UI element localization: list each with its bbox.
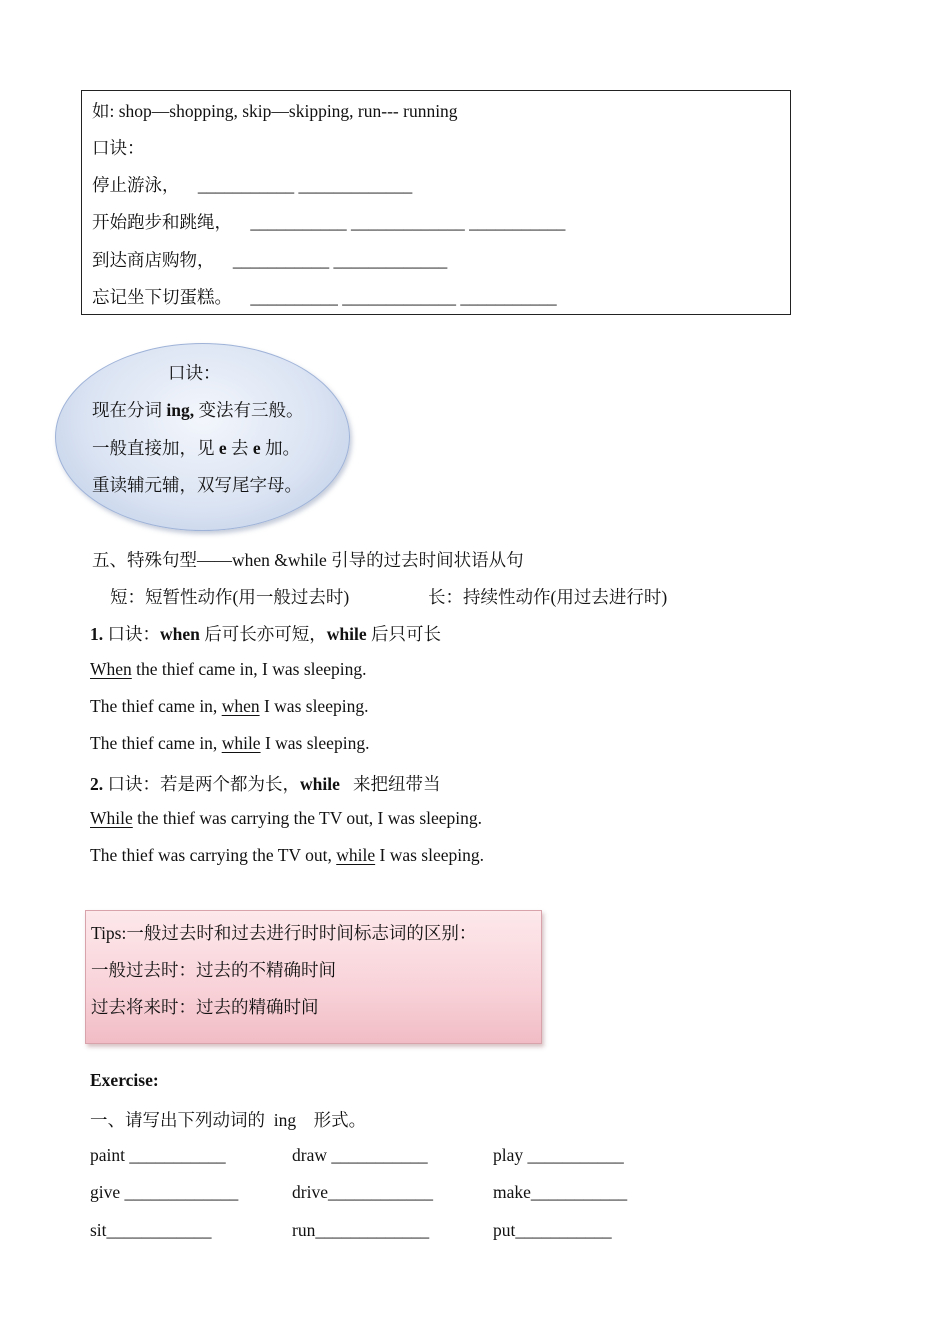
answer-blanks: ___________ _____________: [232, 250, 448, 270]
mnemonic-text: 停止游泳，: [92, 175, 180, 195]
rule-text: 口诀：若是两个都为长，: [103, 774, 300, 794]
example-sentence-3: [90, 733, 369, 754]
rule-text: 来把纽带当: [339, 774, 441, 794]
rule-keyword: when: [160, 624, 200, 644]
rule-text: 口诀：: [103, 624, 160, 644]
rule-text: 后只可长: [366, 624, 441, 644]
mnemonic-text: 开始跑步和跳绳，: [92, 212, 232, 232]
exercise-item-give: give _____________: [90, 1182, 239, 1202]
oval-bold: e: [252, 438, 261, 458]
example-sentence-1: [90, 659, 367, 680]
long-action-note: 长：持续性动作(用过去进行时): [428, 587, 668, 607]
example-sentence-4: [90, 808, 482, 829]
rule-keyword: while: [300, 774, 340, 794]
oval-bold: e: [218, 438, 227, 458]
sentence-text: The thief was carrying the TV out,: [90, 845, 337, 865]
oval-text: 一般直接加，见: [92, 438, 219, 458]
mnemonic-line-1: [92, 172, 412, 197]
rule-number: 2.: [90, 774, 104, 794]
oval-text: 加。: [260, 438, 301, 458]
exercise-item-run: run_____________: [292, 1220, 430, 1240]
oval-text: 去: [226, 438, 253, 458]
oval-line-2: [92, 435, 300, 460]
answer-blanks: __________ _____________ ___________: [250, 287, 557, 307]
tips-line-1: Tips:一般过去时和过去进行时时间标志词的区别：: [91, 923, 477, 943]
example-sentence-5: [90, 845, 484, 866]
example-sentence-2: [90, 696, 368, 717]
underlined-word: when: [221, 696, 260, 716]
sentence-text: The thief came in,: [90, 733, 222, 753]
mnemonic-label: 口诀：: [92, 138, 145, 158]
oval-line-3: 重读辅元辅，双写尾字母。: [92, 475, 302, 495]
exercise-title: Exercise:: [90, 1070, 159, 1090]
sentence-text: the thief was carrying the TV out, I was sleeping.: [132, 808, 483, 828]
sentence-text: I was sleeping.: [260, 733, 370, 753]
answer-blanks: ___________ _____________: [197, 175, 413, 195]
mnemonic-text: 忘记坐下切蛋糕。: [92, 287, 232, 307]
rule-text: 后可长亦可短，: [199, 624, 327, 644]
tips-line-3: 过去将来时：过去的精确时间: [91, 997, 319, 1017]
oval-text: 变法有三般。: [194, 400, 304, 420]
exercise-item-sit: sit____________: [90, 1220, 212, 1240]
underlined-word: When: [90, 659, 132, 679]
mnemonic-line-3: [92, 247, 447, 272]
oval-text: 现在分词: [92, 400, 167, 420]
exercise-item-draw: draw ___________: [292, 1145, 428, 1165]
short-action-note: 短：短暂性动作(用一般过去时): [110, 587, 350, 607]
answer-blanks: ___________ _____________ ___________: [250, 212, 566, 232]
exercise-instruction: 一、请写出下列动词的 ing 形式。: [90, 1110, 367, 1130]
section-heading: 五、特殊句型——when &while 引导的过去时间状语从句: [92, 550, 524, 570]
mnemonic-line-2: [92, 209, 565, 234]
oval-line-1: [92, 397, 303, 422]
tips-line-2: 一般过去时：过去的不精确时间: [91, 960, 336, 980]
exercise-item-put: put___________: [493, 1220, 612, 1240]
example-line: 如: shop—shopping, skip—skipping, run--- running: [92, 101, 458, 121]
oval-title: 口诀：: [168, 363, 221, 383]
sentence-text: The thief came in,: [90, 696, 222, 716]
mnemonic-line-4: [92, 284, 557, 309]
exercise-item-play: play ___________: [493, 1145, 624, 1165]
oval-bold: ing,: [166, 400, 195, 420]
sentence-text: the thief came in, I was sleeping.: [131, 659, 367, 679]
underlined-word: while: [336, 845, 376, 865]
rule-number: 1.: [90, 624, 104, 644]
rule-keyword: while: [326, 624, 367, 644]
mnemonic-text: 到达商店购物，: [92, 250, 215, 270]
sentence-text: I was sleeping.: [259, 696, 369, 716]
exercise-item-paint: paint ___________: [90, 1145, 226, 1165]
example-box: [81, 90, 791, 315]
exercise-item-drive: drive____________: [292, 1182, 433, 1202]
underlined-word: while: [221, 733, 261, 753]
rule-2: [90, 771, 441, 796]
exercise-item-make: make___________: [493, 1182, 628, 1202]
sentence-text: I was sleeping.: [375, 845, 484, 865]
rule-1: [90, 621, 441, 646]
underlined-word: While: [90, 808, 133, 828]
